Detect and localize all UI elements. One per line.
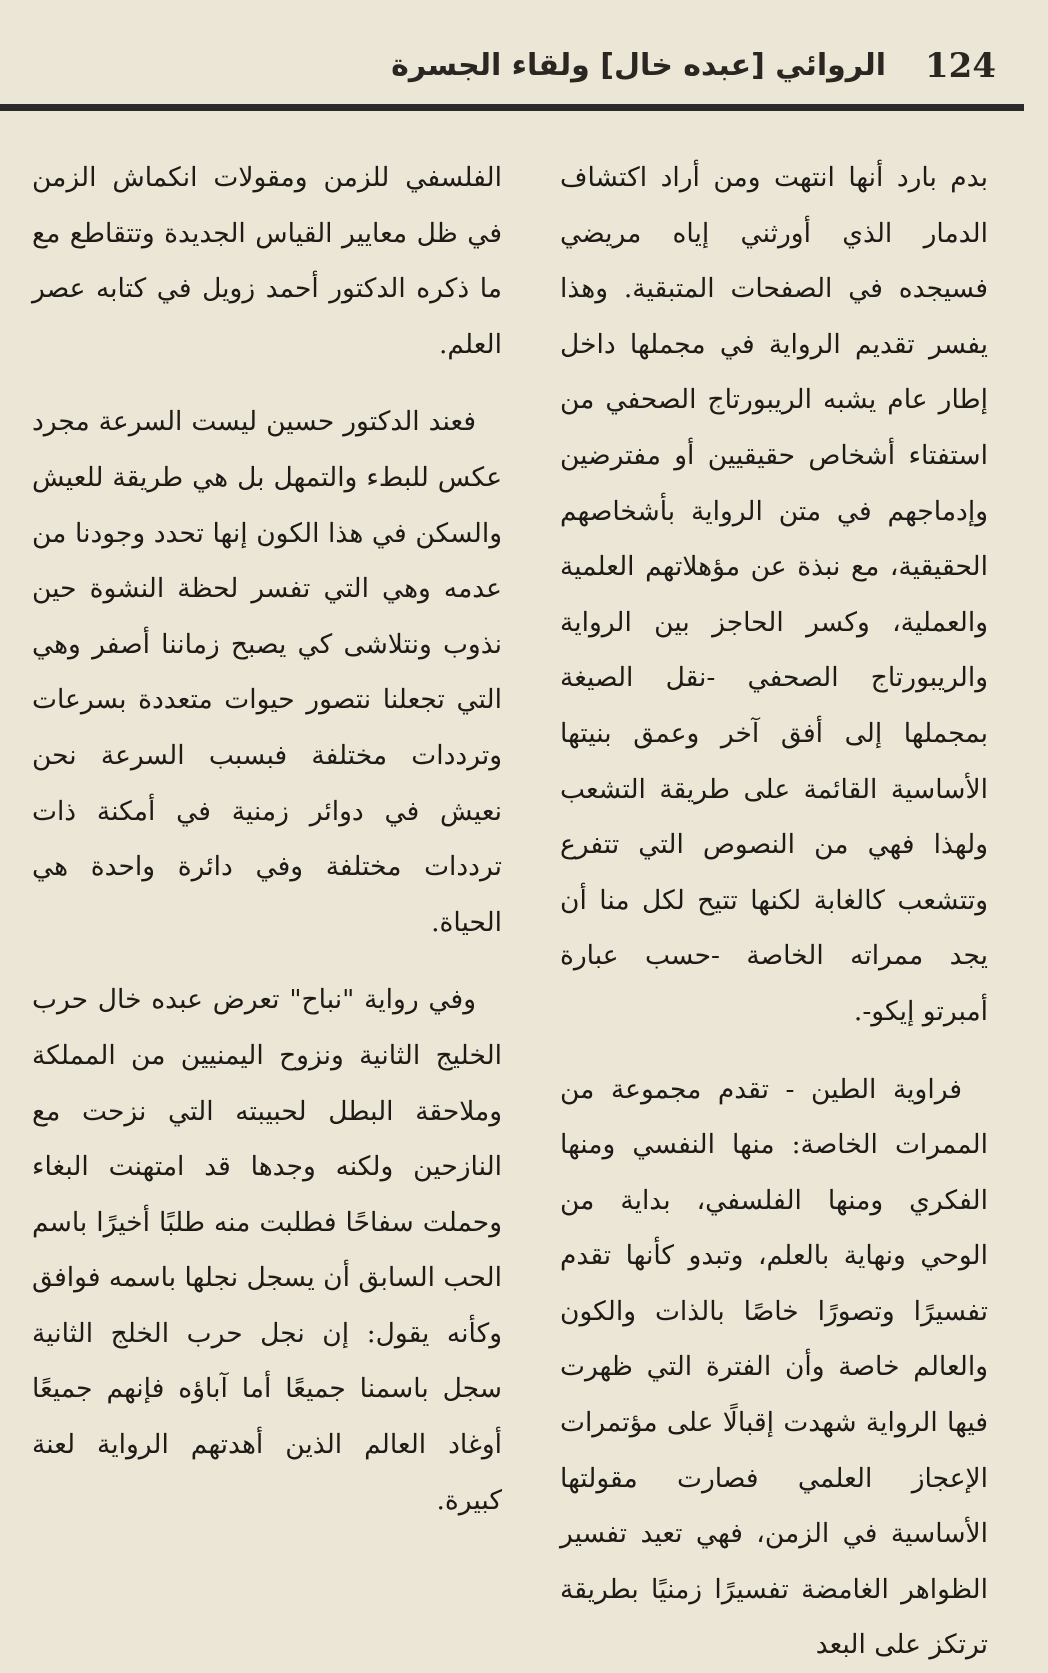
left-column bbox=[32, 150, 502, 1528]
paragraph: فعند الدكتور حسين ليست السرعة مجرد عكس للبطء والتمهل بل هي طريقة للعيش والسكن في هذا الكون إنها تحدد وجودنا من عدمه وهي التي تفسر لحظة النشوة حين نذوب ونتلاشى كي يصبح زماننا أصفر وهي التي تجعلنا نتصور حيوات متعددة بسرعات وترددات مختلفة فبسبب السرعة نحن نعيش في دوائر زمنية في أمكنة ذات ترددات مختلفة وفي دائرة واحدة هي الحياة. bbox=[32, 394, 502, 950]
paragraph: الفلسفي للزمن ومقولات انكماش الزمن في ظل معايير القياس الجديدة وتتقاطع مع ما ذكره الدكتور أحمد زويل في كتابه عصر العلم. bbox=[32, 150, 502, 372]
paragraph: فراوية الطين - تقدم مجموعة من الممرات الخاصة: منها النفسي ومنها الفكري ومنها الفلسفي، بداية من الوحي ونهاية بالعلم، وتبدو كأنها تقدم تفسيرًا وتصورًا خاصًا بالذات والكون والعالم خاصة وأن الفترة التي ظهرت فيها الرواية شهدت إقبالًا على مؤتمرات الإعجاز العلمي فصارت مقولتها الأساسية في الزمن، فهي تعيد تفسير الظواهر الغامضة تفسيرًا زمنيًا بطريقة ترتكز على البعد bbox=[560, 1062, 988, 1673]
right-column bbox=[560, 150, 988, 1673]
paragraph: وفي رواية "نباح" تعرض عبده خال حرب الخليج الثانية ونزوح اليمنيين من المملكة وملاحقة البطل لحبيبته التي نزحت مع النازحين ولكنه وجدها قد امتهنت البغاء وحملت سفاحًا فطلبت منه طلبًا أخيرًا باسم الحب السابق أن يسجل نجلها باسمه فوافق وكأنه يقول: إن نجل حرب الخلج الثانية سجل باسمنا جميعًا أما آباؤه فإنهم جميعًا أوغاد العالم الذين أهدتهم الرواية لعنة كبيرة. bbox=[32, 972, 502, 1528]
header-rule bbox=[0, 104, 1024, 111]
page-number: 124 bbox=[925, 46, 996, 86]
paragraph: بدم بارد أنها انتهت ومن أراد اكتشاف الدمار الذي أورثني إياه مريضي فسيجده في الصفحات المتبقية. وهذا يفسر تقديم الرواية في مجملها داخل إطار عام يشبه الريبورتاج الصحفي من استفتاء أشخاص حقيقيين أو مفترضين وإدماجهم في متن الرواية بأشخاصهم الحقيقية، مع نبذة عن مؤهلاتهم العلمية والعملية، وكسر الحاجز بين الرواية والريبورتاج الصحفي -نقل الصيغة بمجملها إلى أفق آخر وعمق بنيتها الأساسية القائمة على طريقة التشعب ولهذا فهي من النصوص التي تتفرع وتتشعب كالغابة لكنها تتيح لكل منا أن يجد ممراته الخاصة -حسب عبارة أمبرتو إيكو-. bbox=[560, 150, 988, 1040]
running-title: الروائي [عبده خال] ولقاء الجسرة bbox=[391, 48, 886, 83]
